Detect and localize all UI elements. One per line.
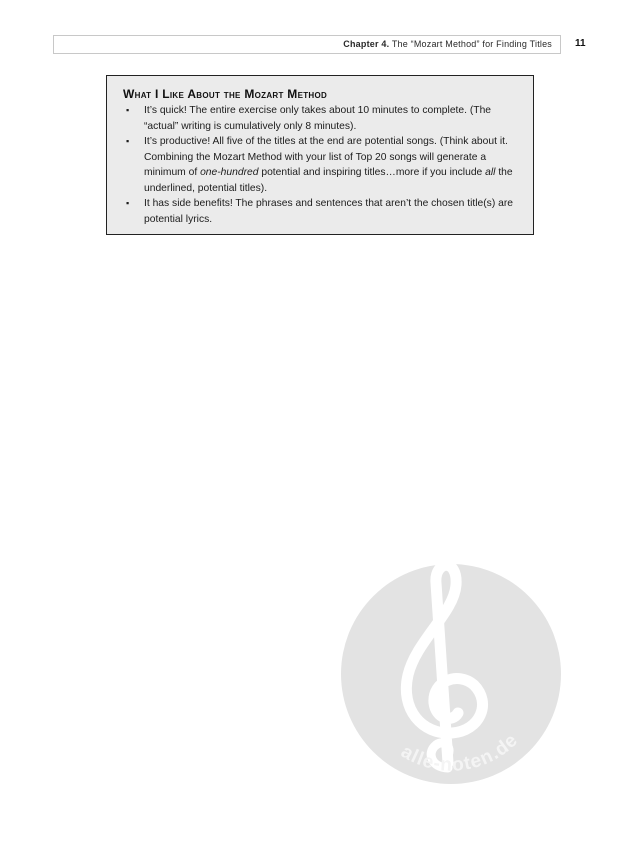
sidebar-title: What I Like About the Mozart Method bbox=[123, 87, 328, 101]
list-item-text: It’s productive! All five of the titles at the end are potential songs. (Think about it. Combining the Mozart Method with your list of Top 20 songs will generate a minimum of bbox=[144, 136, 508, 178]
emphasis-text: one-hundred bbox=[200, 167, 259, 178]
list-item-text: the underlined, potential titles). bbox=[144, 167, 513, 194]
bullet-icon: ▪ bbox=[126, 105, 130, 115]
bullet-icon: ▪ bbox=[126, 136, 130, 146]
list-item bbox=[123, 103, 519, 134]
running-header-text bbox=[343, 39, 552, 49]
page-number: 11 bbox=[575, 38, 586, 49]
list-item bbox=[123, 134, 519, 196]
chapter-label: Chapter 4. bbox=[343, 39, 390, 49]
emphasis-text: all bbox=[485, 167, 496, 178]
bullet-list bbox=[123, 103, 519, 227]
list-item bbox=[123, 196, 519, 227]
chapter-title: The “Mozart Method” for Finding Titles bbox=[391, 39, 552, 49]
watermark-text: alle-noten.de bbox=[397, 729, 523, 776]
list-item-text: potential and inspiring titles…more if you include bbox=[258, 167, 486, 178]
list-item-text: It has side benefits! The phrases and sentences that aren’t the chosen title(s) are potential lyrics. bbox=[144, 198, 513, 225]
bullet-icon: ▪ bbox=[126, 198, 130, 208]
watermark-logo bbox=[340, 563, 562, 785]
running-header bbox=[53, 35, 561, 54]
list-item-text: It’s quick! The entire exercise only takes about 10 minutes to complete. (The “actual” writing is cumulatively only 8 minutes). bbox=[144, 105, 492, 132]
sidebar-box bbox=[106, 75, 534, 235]
